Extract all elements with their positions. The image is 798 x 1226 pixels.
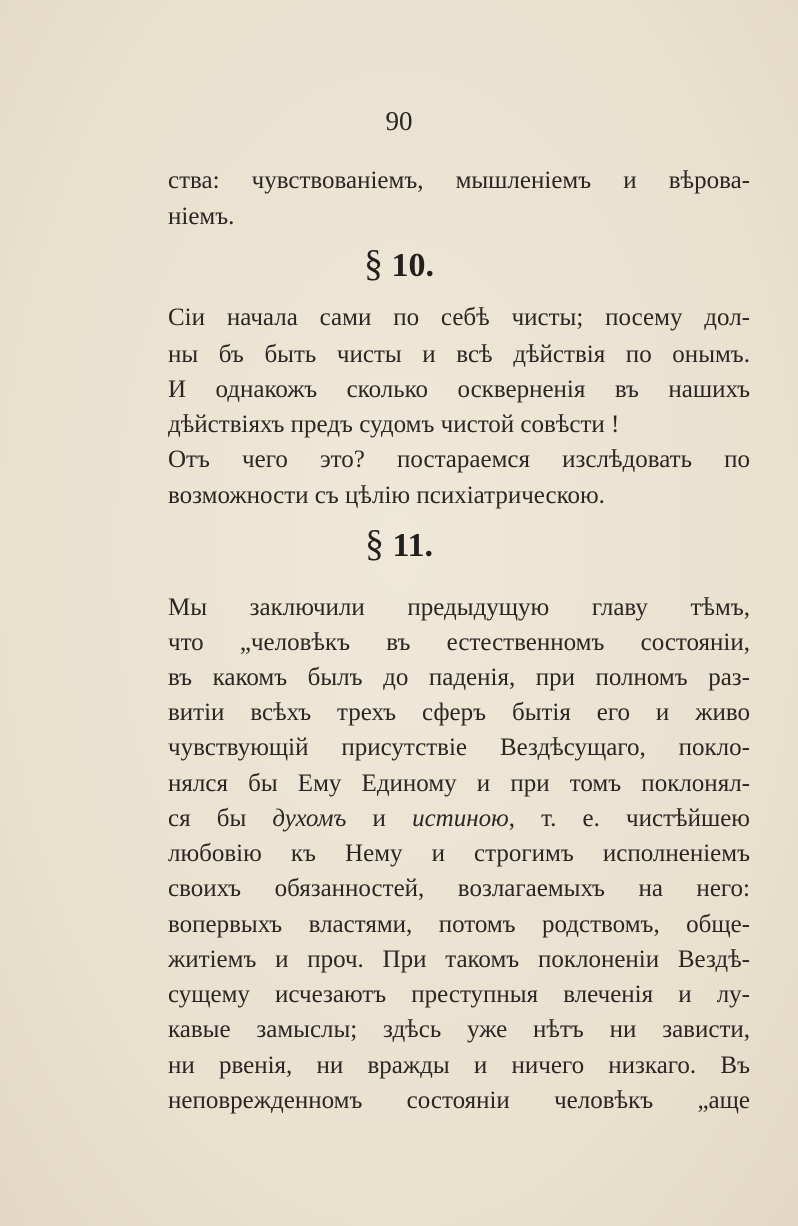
text-line bbox=[168, 806, 750, 831]
page-number: 90 bbox=[385, 106, 413, 136]
text-segment: ся бы bbox=[168, 805, 273, 832]
section-heading-10 bbox=[0, 242, 798, 286]
text-line: Отъ чего это? постараемся изслѣдовать по bbox=[168, 446, 750, 473]
section-sign: § bbox=[364, 243, 383, 285]
text-line: въ какомъ былъ до паденія, при полномъ раз- bbox=[168, 664, 750, 691]
text-line: Мы заключили предыдущую главу тѣмъ, bbox=[168, 594, 750, 621]
text-line: кавые замыслы; здѣсь уже нѣтъ ни зависти, bbox=[168, 1016, 750, 1043]
text-line: житіемъ и проч. При такомъ поклоненіи Вездѣ- bbox=[168, 946, 750, 973]
text-line: сущему исчезаютъ преступныя влеченія и лу- bbox=[168, 981, 750, 1008]
section-sign: § bbox=[364, 523, 384, 565]
section-number: 10. bbox=[391, 247, 434, 284]
italic-text: истиною bbox=[412, 805, 509, 832]
text-line: вопервыхъ властями, потомъ родствомъ, обще- bbox=[168, 911, 750, 938]
section-number: 11. bbox=[392, 527, 434, 564]
text-segment: и bbox=[346, 805, 413, 832]
text-line: ніемъ. bbox=[168, 203, 235, 230]
text-line: витіи всѣхъ трехъ сферъ бытія его и живо bbox=[168, 699, 750, 726]
text-line: любовію къ Нему и строгимъ исполненіемъ bbox=[168, 840, 750, 867]
text-line: ни рвенія, ни вражды и ничего низкаго. Въ bbox=[168, 1052, 750, 1079]
text-line: ны бъ быть чисты и всѣ дѣйствія по онымъ. bbox=[168, 341, 750, 368]
text-line: И однакожъ сколько оскверненія въ нашихъ bbox=[168, 376, 750, 403]
text-line: нялся бы Ему Единому и при томъ поклонял- bbox=[168, 770, 750, 797]
text-line: ства: чувствованіемъ, мышленіемъ и вѣрова- bbox=[168, 167, 750, 194]
text-line: дѣйствіяхъ предъ судомъ чистой совѣсти ! bbox=[168, 411, 620, 438]
text-line: неповрежденномъ состояніи человѣкъ „аще bbox=[168, 1087, 750, 1114]
text-line: своихъ обязанностей, возлагаемыхъ на него: bbox=[168, 875, 750, 902]
italic-text: духомъ bbox=[272, 805, 347, 832]
text-line: Сіи начала сами по себѣ чисты; посему дол- bbox=[168, 304, 750, 331]
text-segment: , т. е. чистѣйшею bbox=[508, 805, 750, 832]
text-line: возможности съ цѣлію психіатрическою. bbox=[168, 482, 605, 509]
text-line: что „человѣкъ въ естественномъ состояніи, bbox=[168, 629, 750, 656]
text-line: чувствующій присутствіе Вездѣсущаго, покло- bbox=[168, 734, 750, 761]
section-heading-11 bbox=[0, 522, 798, 566]
